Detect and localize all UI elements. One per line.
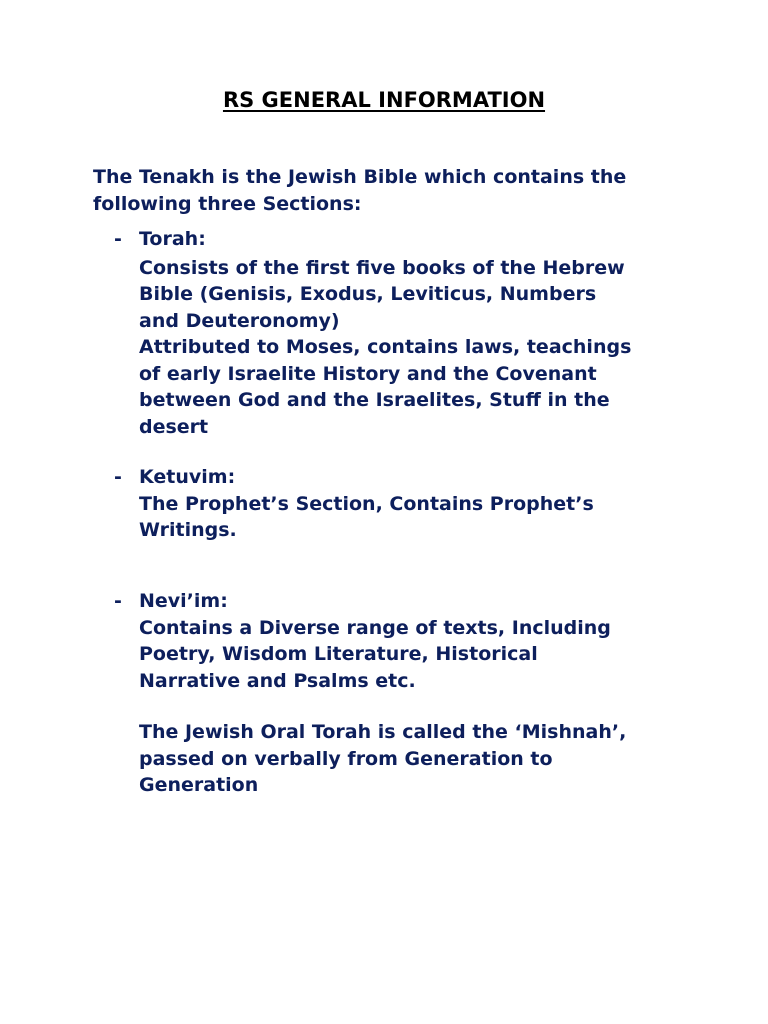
section-heading bbox=[114, 226, 714, 253]
text-line: passed on verbally from Generation to bbox=[139, 747, 553, 770]
text-line: Attributed to Moses, contains laws, teachings bbox=[139, 336, 632, 358]
text-line: Generation bbox=[139, 774, 259, 796]
section-ketuvim bbox=[114, 464, 714, 544]
section-title-neviim: Nevi’im: bbox=[139, 590, 228, 612]
text-line: Narrative and Psalms etc. bbox=[139, 669, 416, 692]
text-line: Contains a Diverse range of texts, Including bbox=[139, 616, 611, 639]
bullet-dash: - bbox=[114, 590, 122, 612]
text-line: and Deuteronomy) bbox=[139, 309, 340, 332]
text-line: desert bbox=[139, 415, 209, 438]
bullet-dash: - bbox=[114, 228, 122, 250]
text-line: between God and the Israelites, Stuff in the bbox=[139, 389, 610, 411]
section-neviim bbox=[114, 588, 714, 694]
section-description bbox=[139, 615, 714, 695]
oral-torah-paragraph bbox=[139, 719, 719, 799]
text-line: The Prophet’s Section, Contains Prophet’s bbox=[139, 492, 594, 515]
section-torah bbox=[114, 226, 714, 440]
page-title: RS GENERAL INFORMATION bbox=[222, 88, 546, 112]
section-heading bbox=[114, 588, 714, 615]
section-title-torah: Torah: bbox=[139, 228, 206, 250]
section-title-ketuvim: Ketuvim: bbox=[139, 466, 236, 488]
text-line: The Jewish Oral Torah is called the ‘Mishnah’, bbox=[139, 721, 627, 743]
text-line: Poetry, Wisdom Literature, Historical bbox=[139, 643, 538, 665]
text-line: Bible (Genisis, Exodus, Leviticus, Numbers bbox=[139, 283, 597, 305]
bullet-dash: - bbox=[114, 466, 122, 488]
section-heading bbox=[114, 464, 714, 491]
section-description bbox=[139, 255, 714, 441]
text-line: Consists of the first five books of the Hebrew bbox=[139, 256, 625, 279]
text-line: of early Israelite History and the Covenant bbox=[139, 362, 597, 385]
intro-paragraph: The Tenakh is the Jewish Bible which contains the following three Sections: bbox=[93, 166, 627, 215]
text-line: Writings. bbox=[139, 519, 237, 541]
section-description bbox=[139, 491, 714, 544]
